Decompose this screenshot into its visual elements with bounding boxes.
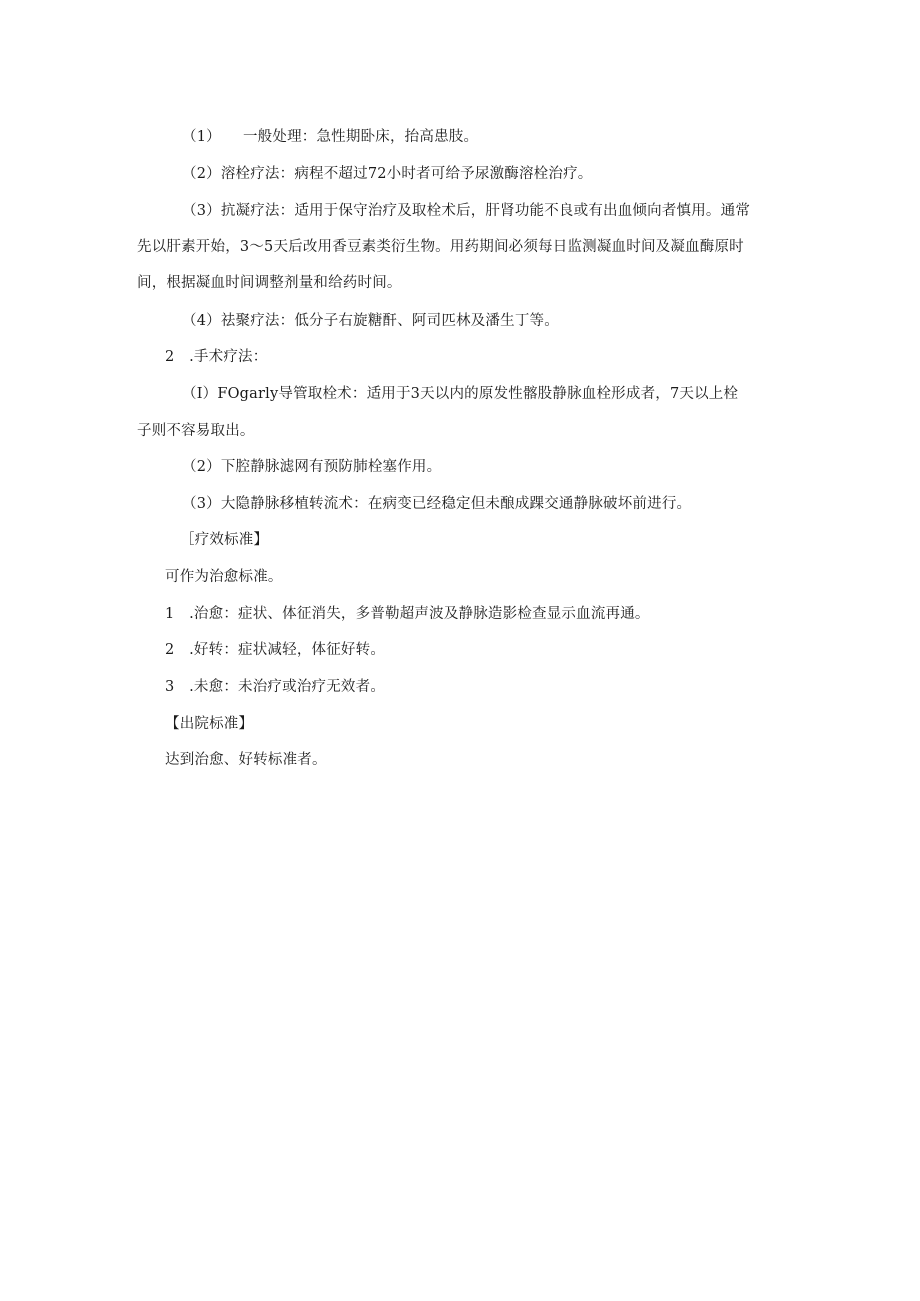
paragraph-ivc-filter: （2）下腔静脉滤网有预防肺栓塞作用。 (182, 459, 442, 475)
heading-surgical-therapy: 2 .手术疗法： (165, 349, 268, 365)
paragraph-antiplatelet: （4）祛聚疗法：低分子右旋糖酐、阿司匹林及潘生丁等。 (182, 313, 559, 329)
heading-discharge-criteria: 【出院标准】 (165, 716, 254, 732)
list-item-cured: 1 .治愈：症状、体征消失，多普勒超声波及静脉造影检查显示血流再通。 (165, 606, 650, 622)
list-item-improved: 2 .好转：症状减轻，体征好转。 (165, 642, 386, 658)
list-item-not-cured: 3 .未愈：未治疗或治疗无效者。 (165, 679, 386, 695)
paragraph-efficacy-intro: 可作为治愈标准。 (165, 569, 283, 585)
paragraph-thrombolysis: （2）溶栓疗法：病程不超过72小时者可给予尿激酶溶栓治疗。 (182, 166, 593, 182)
paragraph-anticoagulation-line2: 先以肝素开始，3～5天后改用香豆素类衍生物。用药期间必须每日监测凝血时间及凝血酶原时 (137, 239, 744, 255)
paragraph-anticoagulation-line1: （3）抗凝疗法：适用于保守治疗及取栓术后，肝肾功能不良或有出血倾向者慎用。通常 (182, 203, 751, 219)
paragraph-general-treatment: （1） 一般处理：急性期卧床，抬高患肢。 (182, 129, 479, 145)
paragraph-fogarty-line1: （I）FOgarly导管取栓术：适用于3天以内的原发性髂股静脉血栓形成者，7天以上栓 (182, 386, 739, 402)
paragraph-anticoagulation-line3: 间，根据凝血时间调整剂量和给药时间。 (137, 275, 402, 291)
paragraph-fogarty-line2: 子则不容易取出。 (137, 423, 255, 439)
paragraph-discharge: 达到治愈、好转标准者。 (165, 752, 327, 768)
paragraph-saphenous-bypass: （3）大隐静脉移植转流术：在病变已经稳定但未酿成踝交通静脉破坏前进行。 (182, 496, 692, 512)
heading-efficacy-criteria: ［疗效标准】 (180, 532, 269, 548)
